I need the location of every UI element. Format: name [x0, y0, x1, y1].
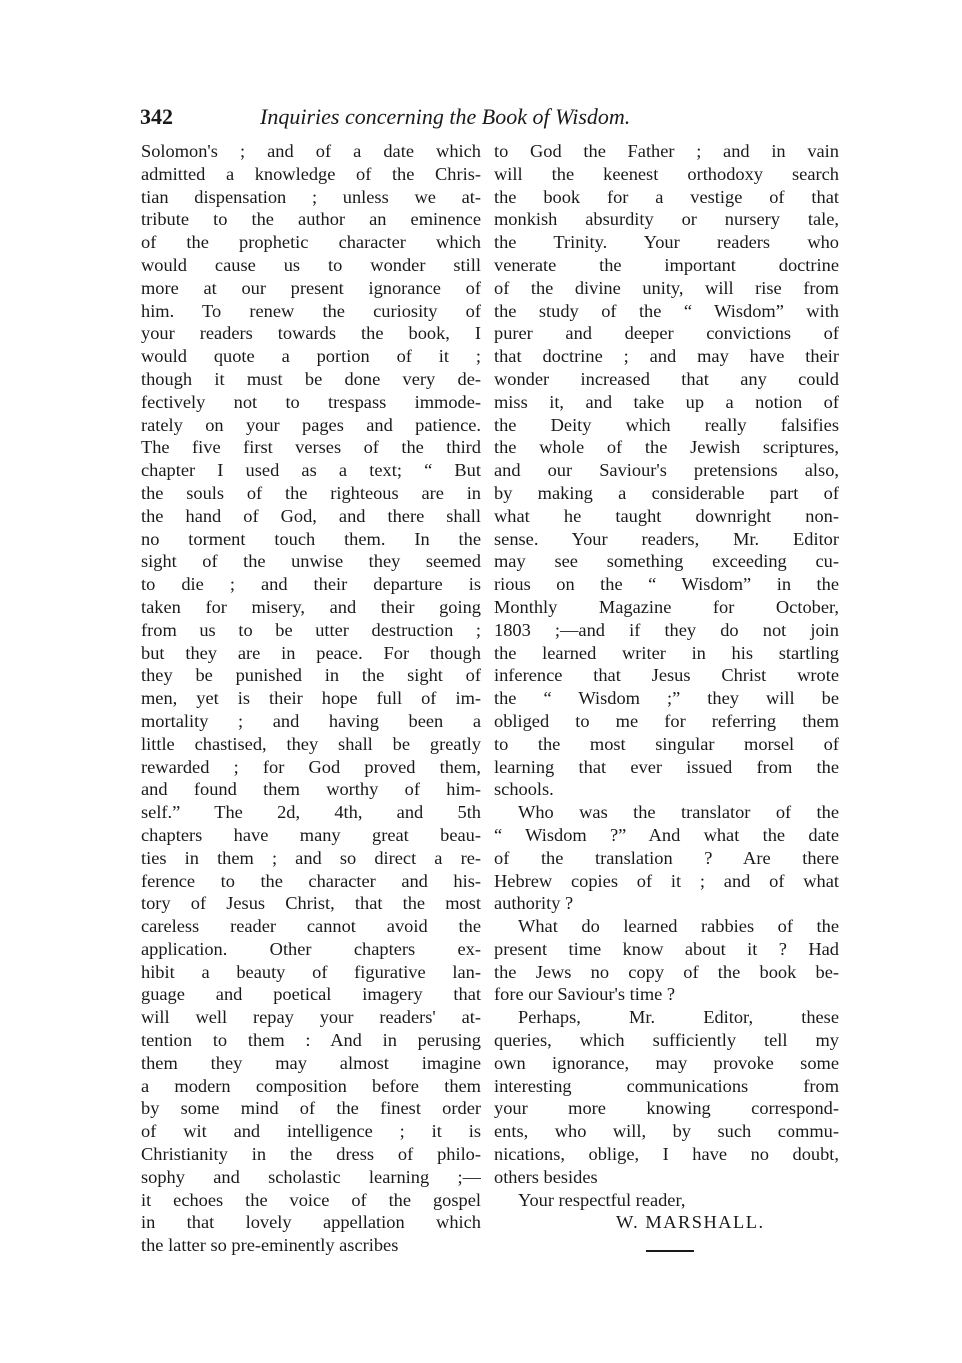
page-number: 342 — [140, 104, 173, 129]
signature-closing: Your respectful reader, — [518, 1189, 686, 1210]
text-line: ents, who will, by such commu- — [494, 1121, 839, 1142]
text-line: of the divine unity, will rise from — [494, 277, 839, 298]
text-line: but they are in peace. For though — [141, 642, 481, 663]
text-line: though it must be done very de- — [141, 368, 481, 389]
text-line: will well repay your readers' at- — [141, 1007, 481, 1028]
text-line: taken for misery, and their going — [141, 596, 481, 617]
text-line: of the translation ? Are there — [494, 847, 839, 868]
text-line: Who was the translator of the — [518, 802, 839, 823]
text-line: by making a considerable part of — [494, 482, 839, 503]
text-line: the Deity which really falsifies — [494, 414, 839, 435]
text-line: Perhaps, Mr. Editor, these — [518, 1007, 839, 1028]
text-line: the latter so pre-eminently ascribes — [141, 1235, 399, 1256]
signature-name: W. MARSHALL. — [616, 1212, 765, 1233]
text-line: fectively not to trespass immode- — [141, 391, 481, 412]
text-line: your more knowing correspond- — [494, 1098, 839, 1119]
text-line: would cause us to wonder still — [141, 254, 481, 275]
text-line: chapter I used as a text; “ But — [141, 460, 481, 481]
text-line: careless reader cannot avoid the — [141, 916, 481, 937]
text-line: self.” The 2d, 4th, and 5th — [141, 802, 481, 823]
text-line: the souls of the righteous are in — [141, 482, 481, 503]
text-line: the learned writer in his startling — [494, 642, 839, 663]
text-line: hibit a beauty of figurative lan- — [141, 961, 481, 982]
text-line: tention to them : And in perusing — [141, 1030, 481, 1051]
text-line: sophy and scholastic learning ;— — [141, 1166, 481, 1187]
text-line: little chastised, they shall be greatly — [141, 733, 481, 754]
text-line: queries, which sufficiently tell my — [494, 1030, 839, 1051]
text-line: by some mind of the finest order — [141, 1098, 481, 1119]
text-line: to the most singular morsel of — [494, 733, 839, 754]
text-line: in that lovely appellation which — [141, 1212, 481, 1233]
text-line: what he taught downright non- — [494, 505, 839, 526]
text-line: it echoes the voice of the gospel — [141, 1189, 481, 1210]
text-line: authority ? — [494, 893, 574, 914]
text-line: inference that Jesus Christ wrote — [494, 665, 839, 686]
text-line: tian dispensation ; unless we at- — [141, 186, 481, 207]
text-line: the “ Wisdom ;” they will be — [494, 688, 839, 709]
closing-rule — [646, 1250, 694, 1252]
text-line: and our Saviour's pretensions also, — [494, 460, 839, 481]
text-line: schools. — [494, 779, 554, 800]
text-line: to God the Father ; and in vain — [494, 141, 839, 161]
running-header — [140, 102, 840, 132]
text-line: Solomon's ; and of a date which — [141, 141, 481, 161]
text-line: them they may almost imagine — [141, 1052, 481, 1073]
text-line: interesting communications from — [494, 1075, 839, 1096]
left-column — [141, 140, 481, 1257]
text-line: the Jews no copy of the book be- — [494, 961, 839, 982]
text-line: and found them worthy of him- — [141, 779, 481, 800]
text-line: the Trinity. Your readers who — [494, 232, 839, 253]
text-line: tory of Jesus Christ, that the most — [141, 893, 481, 914]
running-title: Inquiries concerning the Book of Wisdom. — [260, 104, 631, 129]
text-line: of wit and intelligence ; it is — [141, 1121, 481, 1142]
text-line: obliged to me for referring them — [494, 710, 839, 731]
text-line: admitted a knowledge of the Chris- — [141, 163, 481, 184]
text-line: purer and deeper convictions of — [494, 323, 839, 344]
text-line: would quote a portion of it ; — [141, 346, 481, 367]
text-line: Hebrew copies of it ; and of what — [494, 870, 839, 891]
text-line: tribute to the author an eminence — [141, 209, 481, 230]
text-line: 1803 ;—and if they do not join — [494, 619, 839, 640]
text-line: fore our Saviour's time ? — [494, 984, 676, 1005]
text-line: men, yet is their hope full of im- — [141, 688, 481, 709]
text-line: rately on your pages and patience. — [141, 414, 481, 435]
text-line: rious on the “ Wisdom” in the — [494, 574, 839, 595]
text-line: sight of the unwise they seemed — [141, 551, 481, 572]
text-line: others besides — [494, 1166, 598, 1187]
text-line: from us to be utter destruction ; — [141, 619, 481, 640]
text-line: miss it, and take up a notion of — [494, 391, 839, 412]
text-line: of the prophetic character which — [141, 232, 481, 253]
text-line: they be punished in the sight of — [141, 665, 481, 686]
text-line: learning that ever issued from the — [494, 756, 839, 777]
text-line: venerate the important doctrine — [494, 254, 839, 275]
text-line: a modern composition before them — [141, 1075, 481, 1096]
text-line: mortality ; and having been a — [141, 710, 481, 731]
text-line: What do learned rabbies of the — [518, 916, 839, 937]
text-line: him. To renew the curiosity of — [141, 300, 481, 321]
text-line: ference to the character and his- — [141, 870, 481, 891]
text-line: may see something exceeding cu- — [494, 551, 839, 572]
text-line: sense. Your readers, Mr. Editor — [494, 528, 839, 549]
text-line: application. Other chapters ex- — [141, 938, 481, 959]
text-line: Monthly Magazine for October, — [494, 596, 839, 617]
text-line: nications, oblige, I have no doubt, — [494, 1144, 839, 1165]
text-line: monkish absurdity or nursery tale, — [494, 209, 839, 230]
text-line: The five first verses of the third — [141, 437, 481, 458]
text-line: the whole of the Jewish scriptures, — [494, 437, 839, 458]
text-line: present time know about it ? Had — [494, 938, 839, 959]
text-line: the study of the “ Wisdom” with — [494, 300, 839, 321]
text-line: that doctrine ; and may have their — [494, 346, 839, 367]
text-line: your readers towards the book, I — [141, 323, 481, 344]
text-line: the book for a vestige of that — [494, 186, 839, 207]
text-line: chapters have many great beau- — [141, 824, 481, 845]
text-line: Christianity in the dress of philo- — [141, 1144, 481, 1165]
text-line: wonder increased that any could — [494, 368, 839, 389]
text-line: more at our present ignorance of — [141, 277, 481, 298]
text-line: ties in them ; and so direct a re- — [141, 847, 481, 868]
text-line: to die ; and their departure is — [141, 574, 481, 595]
text-line: “ Wisdom ?” And what the date — [494, 824, 839, 845]
text-line: own ignorance, may provoke some — [494, 1052, 839, 1073]
text-line: no torment touch them. In the — [141, 528, 481, 549]
text-line: the hand of God, and there shall — [141, 505, 481, 526]
text-line: rewarded ; for God proved them, — [141, 756, 481, 777]
text-line: will the keenest orthodoxy search — [494, 163, 839, 184]
text-line: guage and poetical imagery that — [141, 984, 481, 1005]
right-column — [494, 140, 839, 1234]
